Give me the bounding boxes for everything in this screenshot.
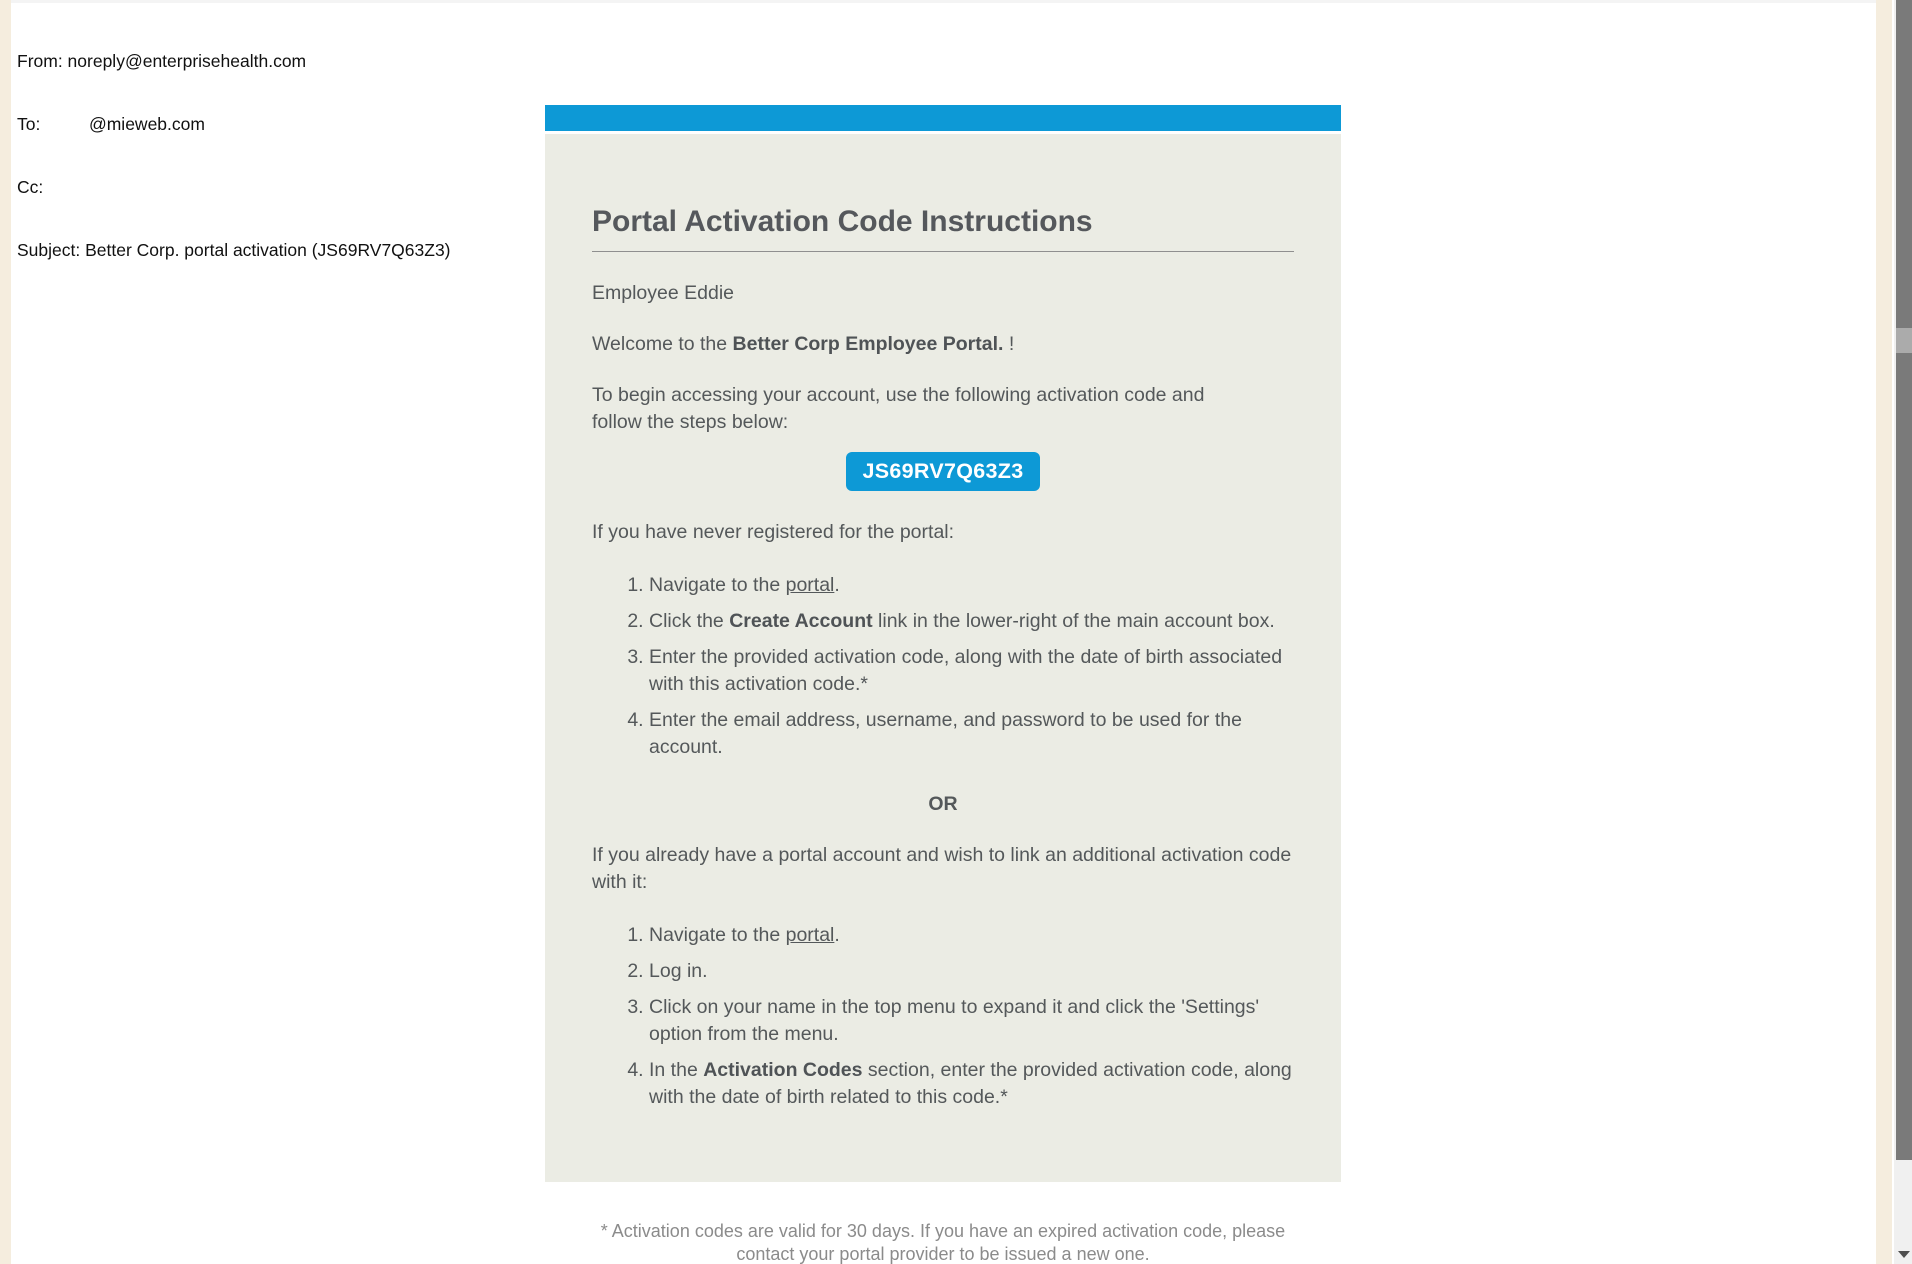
step-bold-text: Activation Codes <box>703 1059 863 1081</box>
scrollbar-track-dark[interactable] <box>1896 0 1912 1160</box>
header-cc-line: Cc: <box>17 177 44 197</box>
activation-code-row <box>592 452 1294 491</box>
step-text: Click the <box>649 610 730 632</box>
step-text: . <box>834 574 840 596</box>
down-arrow-icon <box>1898 1251 1910 1258</box>
step-text: Log in. <box>649 960 708 982</box>
email-headers <box>17 9 451 303</box>
header-to-line: To: @mieweb.com <box>17 114 205 134</box>
step-text: Navigate to the <box>649 574 786 596</box>
header-from-line: From: noreply@enterprisehealth.com <box>17 51 307 71</box>
portal-link[interactable]: portal <box>785 924 835 946</box>
step-text: Navigate to the <box>649 924 786 946</box>
step-text: . <box>834 924 840 946</box>
email-header-bar <box>545 105 1341 131</box>
register-heading: If you have never registered for the portal: <box>592 521 955 543</box>
email-content-area <box>11 0 1876 1264</box>
step-text: Enter the email address, username, and password to be used for the account. <box>649 709 1242 758</box>
footnote-text <box>545 1220 1341 1264</box>
welcome-text <box>592 331 1292 358</box>
email-body <box>545 105 1341 1264</box>
greeting-text: Employee Eddie <box>592 282 735 304</box>
email-body-card <box>545 105 1341 1182</box>
step-item <box>649 707 1294 761</box>
footnote-line-1: * Activation codes are valid for 30 days. If you have an expired activation code, please <box>600 1221 1286 1241</box>
link-heading: If you already have a portal account and wish to link an additional activation code with it: <box>592 844 1292 893</box>
email-card-content <box>545 134 1341 1182</box>
step-text: section, enter the provided activation code, along with the date of birth related to this code.* <box>649 1059 1292 1108</box>
step-item <box>649 644 1294 698</box>
intro-text: To begin accessing your account, use the following activation code and follow the steps below: <box>592 384 1205 433</box>
vertical-scrollbar[interactable] <box>1892 0 1912 1264</box>
step-text: link in the lower-right of the main account box. <box>872 610 1275 632</box>
welcome-suffix: ! <box>1003 333 1015 355</box>
step-text: In the <box>649 1059 704 1081</box>
header-subject-line: Subject: Better Corp. portal activation (JS69RV7Q63Z3) <box>17 240 451 260</box>
email-title: Portal Activation Code Instructions <box>592 204 1294 252</box>
step-item <box>649 922 1294 949</box>
step-text: Click on your name in the top menu to expand it and click the 'Settings' option from the menu. <box>649 996 1260 1045</box>
activation-code-badge: JS69RV7Q63Z3 <box>846 452 1041 491</box>
scroll-down-button[interactable] <box>1896 1245 1912 1264</box>
step-item <box>649 572 1294 599</box>
step-text: Enter the provided activation code, along with the date of birth associated with this activation code.* <box>649 646 1283 695</box>
portal-link[interactable]: portal <box>785 574 835 596</box>
step-item <box>649 958 1294 985</box>
register-steps-list <box>592 572 1294 761</box>
step-bold-text: Create Account <box>729 610 873 632</box>
welcome-portal-name: Better Corp Employee Portal. <box>732 333 1004 355</box>
step-item <box>649 994 1294 1048</box>
welcome-prefix: Welcome to the <box>592 333 733 355</box>
link-steps-list <box>592 922 1294 1111</box>
footnote-line-2: contact your portal provider to be issued a new one. <box>736 1244 1150 1264</box>
or-divider: OR <box>928 793 958 815</box>
step-item <box>649 608 1294 635</box>
scrollbar-thumb[interactable] <box>1896 328 1912 353</box>
step-item <box>649 1057 1294 1111</box>
